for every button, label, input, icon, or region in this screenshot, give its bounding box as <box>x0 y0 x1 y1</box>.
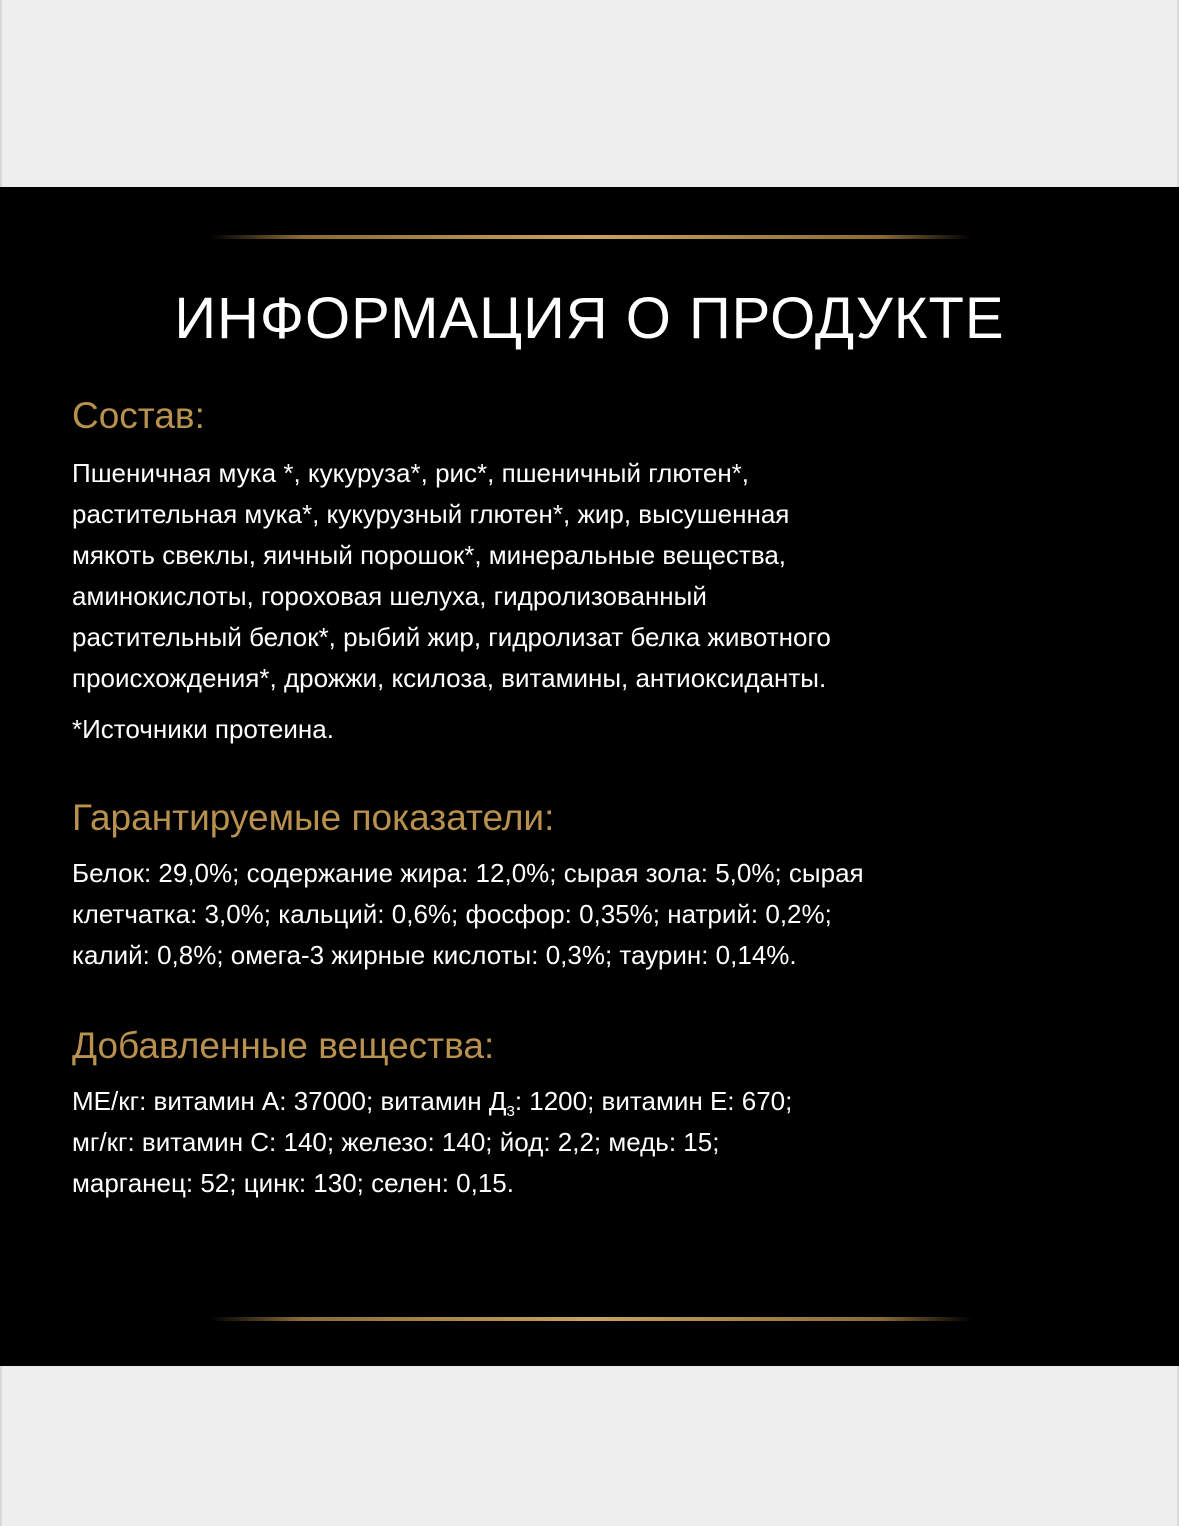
composition-line: происхождения*, дрожжи, ксилоза, витамины, антиоксиданты. <box>72 663 827 693</box>
bottom-gold-divider <box>210 1317 972 1321</box>
guaranteed-values-heading: Гарантируемые показатели: <box>72 797 555 838</box>
page-title: ИНФОРМАЦИЯ О ПРОДУКТЕ <box>174 286 1005 351</box>
product-info-panel <box>0 187 1179 1366</box>
composition-line: аминокислоты, гороховая шелуха, гидролизованный <box>72 581 707 611</box>
composition-line: растительный белок*, рыбий жир, гидролизат белка животного <box>72 622 831 652</box>
guaranteed-line: клетчатка: 3,0%; кальций: 0,6%; фосфор: 0,35%; натрий: 0,2%; <box>72 899 832 929</box>
additives-line <box>72 1081 1142 1122</box>
guaranteed-line: Белок: 29,0%; содержание жира: 12,0%; сырая зола: 5,0%; сырая <box>72 858 864 888</box>
protein-sources-footnote <box>72 709 1142 750</box>
composition-line: мякоть свеклы, яичный порошок*, минеральные вещества, <box>72 540 787 570</box>
footnote-line: *Источники протеина. <box>72 714 334 744</box>
composition-line: растительная мука*, кукурузный глютен*, жир, высушенная <box>72 499 790 529</box>
guaranteed-line: калий: 0,8%; омега-3 жирные кислоты: 0,3%; таурин: 0,14%. <box>72 940 797 970</box>
additives-text <box>72 1081 1142 1204</box>
additives-line: мг/кг: витамин С: 140; железо: 140; йод: 2,2; медь: 15; <box>72 1127 720 1157</box>
composition-heading: Состав: <box>72 395 205 436</box>
additives-line-part: МЕ/кг: витамин А: 37000; витамин Д <box>72 1086 507 1116</box>
additives-heading: Добавленные вещества: <box>72 1025 495 1066</box>
composition-line: Пшеничная мука *, кукуруза*, рис*, пшеничный глютен*, <box>72 458 750 488</box>
top-gold-divider <box>210 235 972 239</box>
subscript-three: 3 <box>506 1103 515 1121</box>
composition-text <box>72 453 1142 699</box>
additives-line-part: : 1200; витамин Е: 670; <box>514 1086 793 1116</box>
guaranteed-values-text <box>72 853 1142 976</box>
additives-line: марганец: 52; цинк: 130; селен: 0,15. <box>72 1168 514 1198</box>
